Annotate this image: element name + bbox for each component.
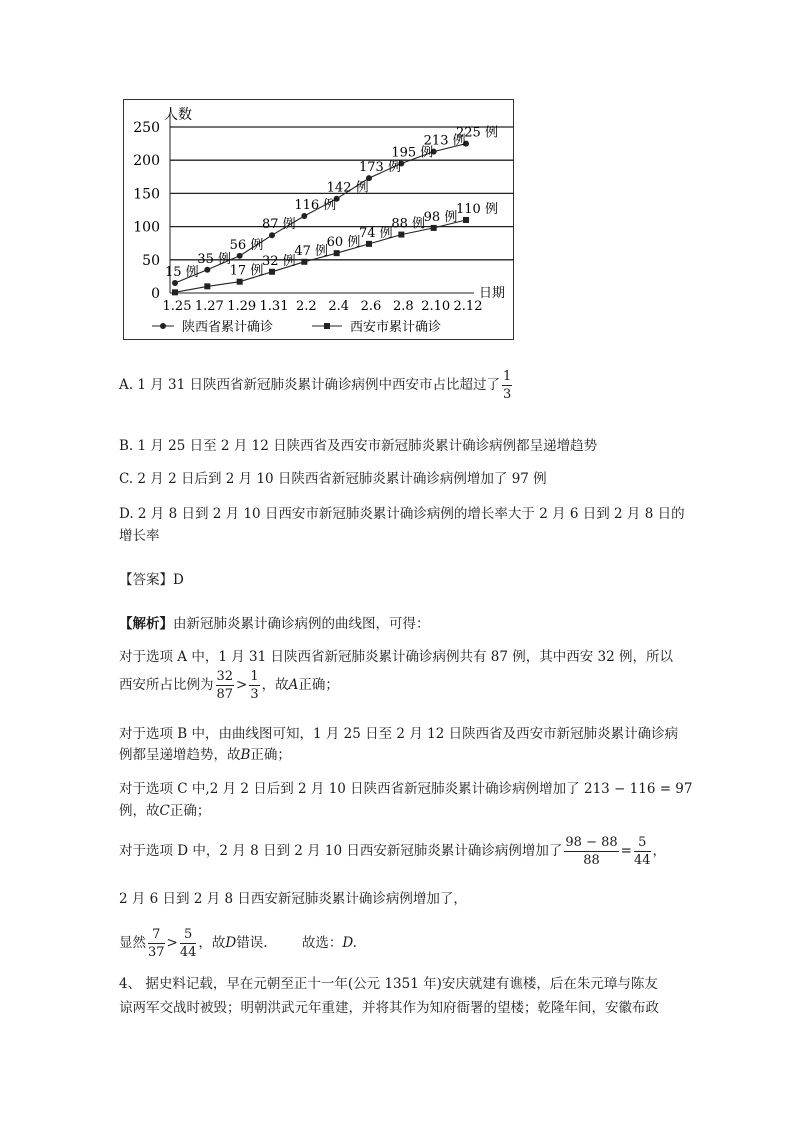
data-label: 17 例 xyxy=(229,263,264,279)
question-4-line1: 4、 据史料记载，早在元朝至正十一年(公元 1351 年)安庆就建有谯楼，后在朱元璋与陈友 xyxy=(119,976,658,992)
question-4-line2: 谅两军交战时被毁；明朝洪武元年重建，并将其作为知府衙署的望楼；乾隆年间，安徽布政 xyxy=(119,1000,659,1016)
analysis-b-line2 xyxy=(119,743,291,767)
analysis-d3-post: 错误. xyxy=(236,935,268,951)
x-axis-label: 日期 xyxy=(479,286,506,301)
data-point xyxy=(269,232,275,238)
var-c: C xyxy=(159,803,170,819)
option-a-text: A. 1 月 31 日陕西省新冠肺炎累计确诊病例中西安市占比超过了 xyxy=(119,377,500,393)
analysis-a-line1: 对于选项 A 中，1 月 31 日陕西省新冠肺炎累计确诊病例共有 87 例，其中西安 32 例，所以 xyxy=(119,649,673,665)
data-label: 225 例 xyxy=(456,125,498,141)
fraction-32-87 xyxy=(216,670,235,701)
analysis-c-line1: 对于选项 C 中,2 月 2 日后到 2 月 10 日陕西省新冠肺炎累计确诊病例增加了 213 − 116 = 97 xyxy=(119,781,693,797)
data-point xyxy=(301,259,307,265)
frac-num: 7 xyxy=(148,928,165,944)
analysis-d-line3 xyxy=(119,928,357,959)
data-label: 60 例 xyxy=(326,235,361,251)
data-label: 98 例 xyxy=(423,209,458,225)
x-tick-labels xyxy=(163,299,483,314)
data-point xyxy=(301,213,307,219)
line-chart xyxy=(123,99,514,340)
analysis-d3-select: 故选： xyxy=(301,935,343,951)
legend-label: 西安市累计确诊 xyxy=(350,320,442,335)
y-tick-label: 0 xyxy=(151,286,160,302)
option-a xyxy=(119,370,514,401)
analysis-d3-mid: ，故 xyxy=(198,935,226,951)
frac-den: 37 xyxy=(148,945,165,960)
x-tick-label: 1.29 xyxy=(227,299,257,314)
analysis-a-post2: 正确； xyxy=(298,677,339,693)
data-point xyxy=(237,279,243,285)
x-tick-label: 2.2 xyxy=(295,299,317,314)
y-tick-label: 50 xyxy=(142,252,160,269)
data-point xyxy=(204,283,210,289)
frac-num: 1 xyxy=(250,669,259,684)
frac-den: 44 xyxy=(179,945,197,960)
legend-marker xyxy=(324,323,330,329)
data-point xyxy=(366,241,372,247)
chart-canvas xyxy=(124,100,515,341)
x-tick-label: 2.8 xyxy=(392,299,414,314)
var-a: A xyxy=(288,677,299,693)
legend-label: 陕西省累计确诊 xyxy=(182,320,274,335)
data-label: 173 例 xyxy=(359,160,401,176)
analysis-label: 【解析】 xyxy=(119,616,173,632)
x-tick-label: 1.27 xyxy=(194,299,224,314)
fraction-diff-88 xyxy=(564,836,618,867)
data-point xyxy=(463,217,469,223)
data-label: 35 例 xyxy=(197,251,232,267)
frac-den: 44 xyxy=(633,853,651,868)
y-tick-label: 200 xyxy=(133,153,160,170)
frac-num: 5 xyxy=(634,836,651,852)
data-point xyxy=(269,269,275,275)
data-label: 195 例 xyxy=(391,145,434,161)
data-point xyxy=(398,232,404,238)
x-tick-label: 2.10 xyxy=(421,299,451,314)
analysis-d-pre: 对于选项 D 中，2 月 8 日到 2 月 10 日西安新冠肺炎累计确诊病例增加了 xyxy=(119,843,563,859)
frac-den: 3 xyxy=(502,387,512,402)
analysis-intro xyxy=(119,612,430,636)
analysis-c-line2 xyxy=(119,799,210,823)
analysis-b-pre: 例都呈递增趋势，故 xyxy=(119,747,241,763)
data-label: 56 例 xyxy=(229,237,264,253)
fraction-1-3 xyxy=(249,670,259,701)
answer-value: D xyxy=(173,572,184,588)
data-label: 87 例 xyxy=(262,217,296,233)
data-point xyxy=(431,225,437,231)
analysis-intro-text: 由新冠肺炎累计确诊病例的曲线图，可得： xyxy=(173,616,430,632)
legend-marker xyxy=(160,323,166,329)
fraction-one-third xyxy=(502,370,512,401)
data-label: 32 例 xyxy=(262,253,296,269)
data-label: 142 例 xyxy=(326,180,369,196)
equals: = xyxy=(620,843,632,859)
y-tick-label: 250 xyxy=(133,120,160,136)
y-tick-label: 150 xyxy=(133,186,160,203)
data-label: 74 例 xyxy=(359,225,393,241)
analysis-d3-pre: 显然 xyxy=(119,935,146,951)
greater-than: > xyxy=(236,677,248,693)
analysis-d-line2: 2 月 6 日到 2 月 8 日西安新冠肺炎累计确诊病例增加了， xyxy=(119,891,467,907)
analysis-a-pre: 西安所占比例为 xyxy=(119,677,214,693)
answer xyxy=(119,568,184,592)
x-tick-label: 2.12 xyxy=(453,299,483,314)
analysis-d-post: ， xyxy=(652,843,666,859)
option-c: C. 2 月 2 日后到 2 月 10 日陕西省新冠肺炎累计确诊病例增加了 97 例 xyxy=(119,471,547,487)
fraction-5-44 xyxy=(180,928,197,959)
data-label: 15 例 xyxy=(165,265,199,281)
frac-num: 98 − 88 xyxy=(565,835,618,850)
y-tick-label: 100 xyxy=(133,219,160,236)
option-d-line1: D. 2 月 8 日到 2 月 10 日西安市新冠肺炎累计确诊病例的增长率大于 2 月 6 日到 2 月 8 日的 xyxy=(119,506,685,522)
x-tick-label: 2.6 xyxy=(360,299,382,314)
data-point xyxy=(172,280,178,286)
analysis-c-pre: 例，故 xyxy=(119,803,160,819)
var-b: B xyxy=(240,747,251,763)
option-b: B. 1 月 25 日至 2 月 12 日陕西省及西安市新冠肺炎累计确诊病例都呈递增趋势 xyxy=(119,438,598,454)
data-label: 116 例 xyxy=(294,197,337,213)
analysis-c-post: 正确； xyxy=(169,803,211,819)
answer-label: 【答案】 xyxy=(119,572,173,588)
legend xyxy=(152,319,441,335)
frac-den: 3 xyxy=(250,687,259,702)
data-label: 213 例 xyxy=(423,133,466,149)
fraction-7-37 xyxy=(148,928,165,959)
y-tick-labels xyxy=(133,120,160,302)
analysis-d-line1 xyxy=(119,836,666,867)
analysis-a-post1: ，故 xyxy=(261,677,289,693)
analysis-b-post: 正确； xyxy=(250,747,291,763)
x-tick-label: 1.31 xyxy=(259,299,289,314)
data-point xyxy=(237,253,243,259)
x-tick-label: 2.4 xyxy=(328,299,350,314)
option-d-line2: 增长率 xyxy=(119,528,160,544)
data-label: 110 例 xyxy=(456,201,498,217)
frac-num: 1 xyxy=(502,369,512,384)
data-label: 88 例 xyxy=(391,216,426,232)
data-point xyxy=(172,289,178,295)
data-point xyxy=(204,267,210,273)
data-labels xyxy=(165,126,498,280)
frac-num: 32 xyxy=(216,669,234,684)
frac-den: 87 xyxy=(216,687,234,702)
data-point xyxy=(334,250,340,256)
frac-num: 5 xyxy=(180,928,197,944)
frac-den: 88 xyxy=(583,853,600,868)
var-d-select: D. xyxy=(342,935,357,951)
data-label: 47 例 xyxy=(294,243,329,259)
analysis-a-line2 xyxy=(119,670,339,701)
greater-than: > xyxy=(166,935,178,951)
fraction-5-44 xyxy=(634,836,651,867)
var-d: D xyxy=(225,935,237,951)
y-axis-label: 人数 xyxy=(164,107,192,123)
analysis-b-line1: 对于选项 B 中，由曲线图可知，1 月 25 日至 2 月 12 日陕西省及西安市新冠肺炎累计确诊病 xyxy=(119,726,679,742)
x-tick-label: 1.25 xyxy=(162,299,192,314)
